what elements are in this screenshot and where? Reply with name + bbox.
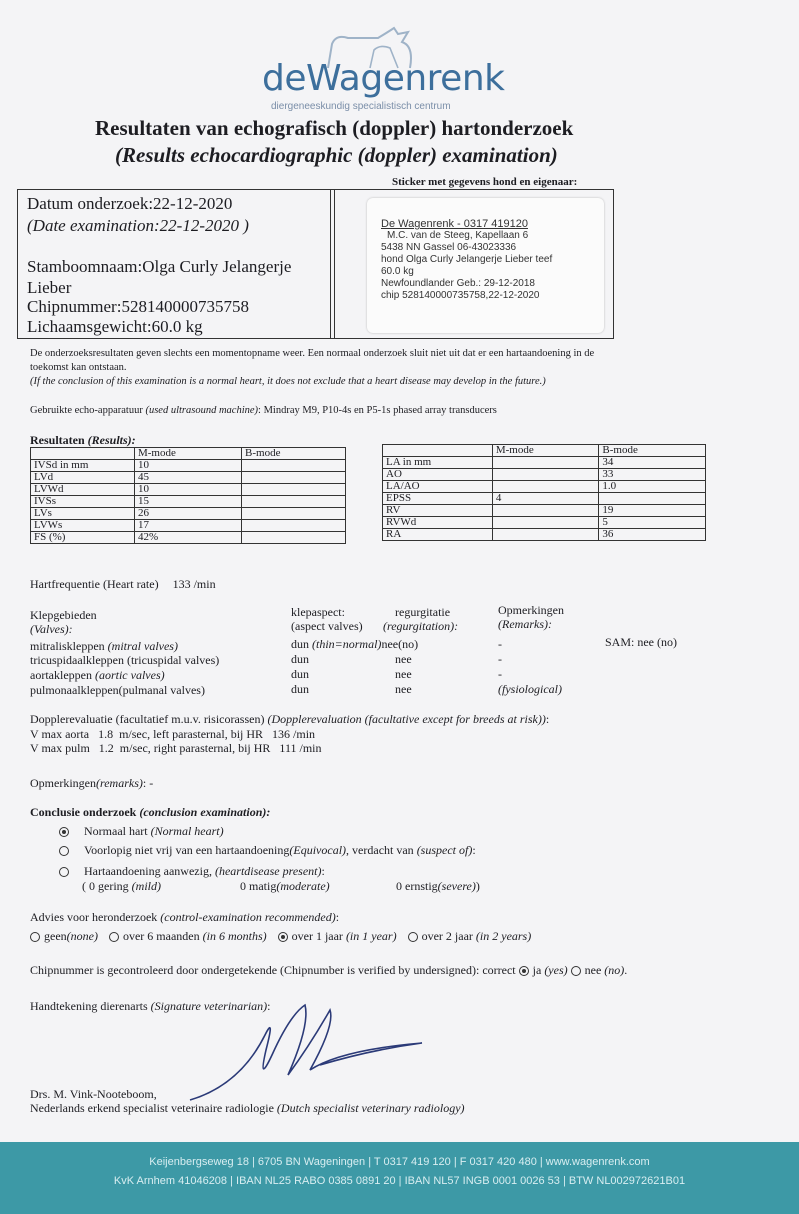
table-row xyxy=(31,460,346,472)
table-cell: EPSS xyxy=(383,493,493,505)
general-remarks: Opmerkingen(remarks): - xyxy=(30,776,154,790)
valve-aortic-regurg: nee xyxy=(395,667,412,681)
radio-empty-icon xyxy=(59,846,69,856)
aspect-header-en: (aspect valves) xyxy=(291,619,363,633)
radio-selected-icon xyxy=(278,932,288,942)
table-cell: LA/AO xyxy=(383,481,493,493)
table-cell xyxy=(242,532,346,544)
body-weight: Lichaamsgewicht:60.0 kg xyxy=(27,317,203,336)
table-cell xyxy=(492,457,599,469)
signature-icon xyxy=(170,995,440,1105)
table-cell: LVWs xyxy=(31,520,135,532)
table-cell: 15 xyxy=(134,496,241,508)
table-cell xyxy=(492,469,599,481)
signer-name: Drs. M. Vink-Nooteboom, xyxy=(30,1087,157,1101)
table-cell xyxy=(242,520,346,532)
table-cell: LVs xyxy=(31,508,135,520)
table-cell xyxy=(242,484,346,496)
valves-header: Klepgebieden xyxy=(30,608,97,622)
owner-sticker xyxy=(367,198,604,333)
valves-header-en: (Valves): xyxy=(30,622,73,636)
page-title: Resultaten van echografisch (doppler) hartonderzoek xyxy=(95,116,574,140)
advice-options: geen(none) over 6 maanden (in 6 months) over 1 jaar (in 1 year) over 2 jaar (in 2 years) xyxy=(30,929,531,944)
table-cell xyxy=(492,529,599,541)
header-cell: B-mode xyxy=(242,448,346,460)
table-row xyxy=(383,469,706,481)
table-cell: 34 xyxy=(599,457,706,469)
signer-role: Nederlands erkend specialist veterinaire radiologie (Dutch specialist veterinary radiology) xyxy=(30,1101,465,1115)
table-cell: LVWd xyxy=(31,484,135,496)
table-cell: IVSd in mm xyxy=(31,460,135,472)
sticker-dog: hond Olga Curly Jelangerje Lieber teef xyxy=(381,254,553,265)
heart-rate: Hartfrequentie (Heart rate) 133 /min xyxy=(30,577,216,591)
page-subtitle: (Results echocardiographic (doppler) examination) xyxy=(115,143,558,167)
table-row xyxy=(31,472,346,484)
exam-date: Datum onderzoek:22-12-2020 xyxy=(27,194,233,213)
footer xyxy=(0,1142,799,1214)
table-cell: 33 xyxy=(599,469,706,481)
footer-bank: KvK Arnhem 41046208 | IBAN NL25 RABO 0385 0891 20 | IBAN NL57 INGB 0001 0026 53 | BTW NL002972621B01 xyxy=(113,1175,686,1187)
table-cell xyxy=(242,472,346,484)
table-cell xyxy=(492,505,599,517)
table-row xyxy=(383,505,706,517)
table-cell: IVSs xyxy=(31,496,135,508)
table-row xyxy=(383,493,706,505)
table-row xyxy=(383,529,706,541)
conclusion-normal: Normaal hart (Normal heart) xyxy=(59,824,224,839)
pedigree-name-cont: Lieber xyxy=(27,278,72,297)
valve-tricuspid-regurg: nee xyxy=(395,652,412,666)
results-title: Resultaten (Results): xyxy=(30,433,136,447)
radio-empty-icon xyxy=(109,932,119,942)
table-cell: 5 xyxy=(599,517,706,529)
table-cell: LVd xyxy=(31,472,135,484)
advice-title: Advies voor heronderzoek (control-examination recommended): xyxy=(30,910,340,924)
valve-pulmonal-aspect: dun xyxy=(291,682,309,696)
valve-mitral-aspect: dun (thin=normal)nee(no) xyxy=(291,637,419,651)
table-row xyxy=(383,517,706,529)
logo-tagline: diergeneeskundig specialistisch centrum xyxy=(271,101,451,112)
ultrasound-machine: Gebruikte echo-apparatuur (used ultrasound machine): Mindray M9, P10-4s en P5-1s phased array transducers xyxy=(30,405,497,416)
header-cell xyxy=(383,445,493,457)
table-cell xyxy=(492,481,599,493)
sticker-label: Sticker met gegevens hond en eigenaar: xyxy=(392,176,578,188)
signature-label: Handtekening dierenarts (Signature veterinarian): xyxy=(30,999,271,1013)
valve-tricuspid-aspect: dun xyxy=(291,652,309,666)
table-cell: 19 xyxy=(599,505,706,517)
header-cell: B-mode xyxy=(599,445,706,457)
conclusion-title: Conclusie onderzoek (conclusion examination): xyxy=(30,805,271,819)
valve-pulmonal: pulmonaalkleppen(pulmanal valves) xyxy=(30,683,205,697)
table-cell xyxy=(242,460,346,472)
vmax-aorta: V max aorta 1.8 m/sec, left parasternal, bij HR 136 /min xyxy=(30,727,316,741)
chip-number: Chipnummer:528140000735758 xyxy=(27,297,249,316)
table-row xyxy=(31,508,346,520)
remarks-header: Opmerkingen xyxy=(498,603,564,617)
valve-mitral: mitraliskleppen (mitral valves) xyxy=(30,639,178,653)
table-row xyxy=(383,481,706,493)
severity-severe: 0 ernstig(severe)) xyxy=(396,879,480,893)
table-row xyxy=(31,496,346,508)
regurgitation-header: regurgitatie xyxy=(395,605,451,619)
valve-pulmonal-remark: (fysiological) xyxy=(498,682,562,696)
header-cell xyxy=(31,448,135,460)
sam-remark: SAM: nee (no) xyxy=(605,635,677,649)
table-cell: 1.0 xyxy=(599,481,706,493)
table-cell: FS (%) xyxy=(31,532,135,544)
valve-aortic-aspect: dun xyxy=(291,667,309,681)
radio-empty-icon xyxy=(59,867,69,877)
pedigree-name: Stamboomnaam:Olga Curly Jelangerje xyxy=(27,257,292,276)
vmax-pulm: V max pulm 1.2 m/sec, right parasternal, bij HR 111 /min xyxy=(30,741,322,755)
remarks-header-en: (Remarks): xyxy=(498,617,552,631)
radio-empty-icon xyxy=(408,932,418,942)
disclaimer-nl-cont: toekomst kan ontstaan. xyxy=(30,362,127,373)
radio-selected-icon xyxy=(59,827,69,837)
table-cell xyxy=(492,517,599,529)
table-row xyxy=(383,457,706,469)
sticker-chip: chip 528140000735758,22-12-2020 xyxy=(381,290,540,301)
logo-name: deWagenrenk xyxy=(262,58,505,99)
sticker-owner: M.C. van de Steeg, Kapellaan 6 xyxy=(387,230,529,241)
severity-mild: ( 0 gering (mild) xyxy=(82,879,161,893)
sticker-breed: Newfoundlander Geb.: 29-12-2018 xyxy=(381,278,535,289)
table-cell: 4 xyxy=(492,493,599,505)
conclusion-equivocal: Voorlopig niet vrij van een hartaandoening(Equivocal), verdacht van (suspect of): xyxy=(59,843,476,858)
header-cell: M-mode xyxy=(492,445,599,457)
table-row xyxy=(31,532,346,544)
table-cell xyxy=(599,493,706,505)
disclaimer-nl: De onderzoeksresultaten geven slechts een momentopname weer. Een normaal onderzoek sluit niet uit dat er een hartaandoening in de xyxy=(30,348,595,359)
table-row xyxy=(31,520,346,532)
table-cell: 45 xyxy=(134,472,241,484)
table-cell: 36 xyxy=(599,529,706,541)
table-cell xyxy=(242,508,346,520)
table-cell: 10 xyxy=(134,460,241,472)
table-cell: RVWd xyxy=(383,517,493,529)
sticker-address: 5438 NN Gassel 06-43023336 xyxy=(381,242,517,253)
chip-verification: Chipnummer is gecontroleerd door ondergetekende (Chipnumber is verified by undersigned): correct ja (yes) nee (no). xyxy=(30,963,628,977)
doppler-evaluation: Dopplerevaluatie (facultatief m.u.v. risicorassen) (Dopplerevaluation (facultative except for breeds at risk)): xyxy=(30,712,550,726)
table-cell: 10 xyxy=(134,484,241,496)
table-cell: AO xyxy=(383,469,493,481)
table-row xyxy=(31,484,346,496)
footer-address: Keijenbergseweg 18 | 6705 BN Wageningen | T 0317 419 120 | F 0317 420 480 | www.wagenrenk.com xyxy=(149,1156,650,1168)
results-table-left xyxy=(30,447,346,544)
table-cell xyxy=(242,496,346,508)
valve-tricuspid: tricuspidaalkleppen (tricuspidal valves) xyxy=(30,653,220,667)
disclaimer-en: (If the conclusion of this examination is a normal heart, it does not exclude that a heart disease may develop in the future.) xyxy=(30,376,546,387)
valve-pulmonal-regurg: nee xyxy=(395,682,412,696)
table-cell: RV xyxy=(383,505,493,517)
radio-empty-icon xyxy=(30,932,40,942)
exam-date-en: (Date examination:22-12-2020 ) xyxy=(27,216,249,235)
valve-mitral-remark: - xyxy=(498,637,502,651)
radio-selected-icon xyxy=(519,966,529,976)
table-cell: RA xyxy=(383,529,493,541)
severity-moderate: 0 matig(moderate) xyxy=(240,879,330,893)
valve-aortic-remark: - xyxy=(498,667,502,681)
table-cell: 17 xyxy=(134,520,241,532)
header-cell: M-mode xyxy=(134,448,241,460)
sticker-clinic: De Wagenrenk - 0317 419120 xyxy=(381,218,528,230)
sticker-weight: 60.0 kg xyxy=(381,266,414,277)
table-cell: 26 xyxy=(134,508,241,520)
table-cell: 42% xyxy=(134,532,241,544)
regurgitation-header-en: (regurgitation): xyxy=(383,619,459,633)
results-table-right xyxy=(382,444,706,541)
table-cell: LA in mm xyxy=(383,457,493,469)
aspect-header: klepaspect: xyxy=(291,605,345,619)
valve-aortic: aortakleppen (aortic valves) xyxy=(30,668,165,682)
valve-tricuspid-remark: - xyxy=(498,652,502,666)
conclusion-disease: Hartaandoening aanwezig, (heartdisease present): xyxy=(59,864,325,879)
radio-empty-icon xyxy=(571,966,581,976)
